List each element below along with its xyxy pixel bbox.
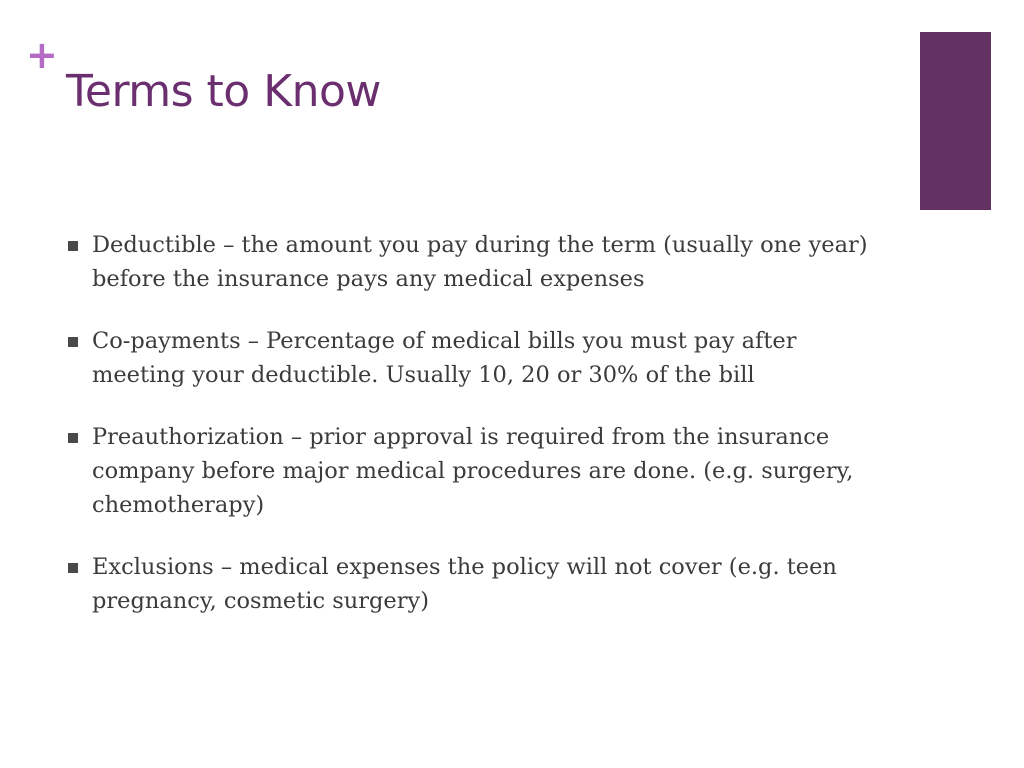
bullet-item-deductible [66, 228, 896, 296]
bullet-text: Deductible – the amount you pay during the term (usually one year) before the insurance pays any medical expenses [92, 232, 868, 292]
slide-title: Terms to Know [66, 66, 381, 117]
bullet-item-co-payments [66, 324, 896, 392]
square-bullet-icon [68, 433, 78, 443]
square-bullet-icon [68, 563, 78, 573]
bullet-text: Co-payments – Percentage of medical bills you must pay after meeting your deductible. Usually 10, 20 or 30% of the bill [92, 328, 797, 388]
square-bullet-icon [68, 337, 78, 347]
plus-icon: + [26, 33, 58, 77]
square-bullet-icon [68, 241, 78, 251]
bullet-item-preauthorization [66, 420, 896, 522]
bullet-text: Preauthorization – prior approval is required from the insurance company before major medical procedures are done. (e.g. surgery, chemotherapy) [92, 424, 854, 518]
bullet-list [66, 228, 896, 646]
bullet-text: Exclusions – medical expenses the policy will not cover (e.g. teen pregnancy, cosmetic surgery) [92, 554, 837, 614]
bullet-item-exclusions [66, 550, 896, 618]
accent-bar [920, 32, 991, 210]
